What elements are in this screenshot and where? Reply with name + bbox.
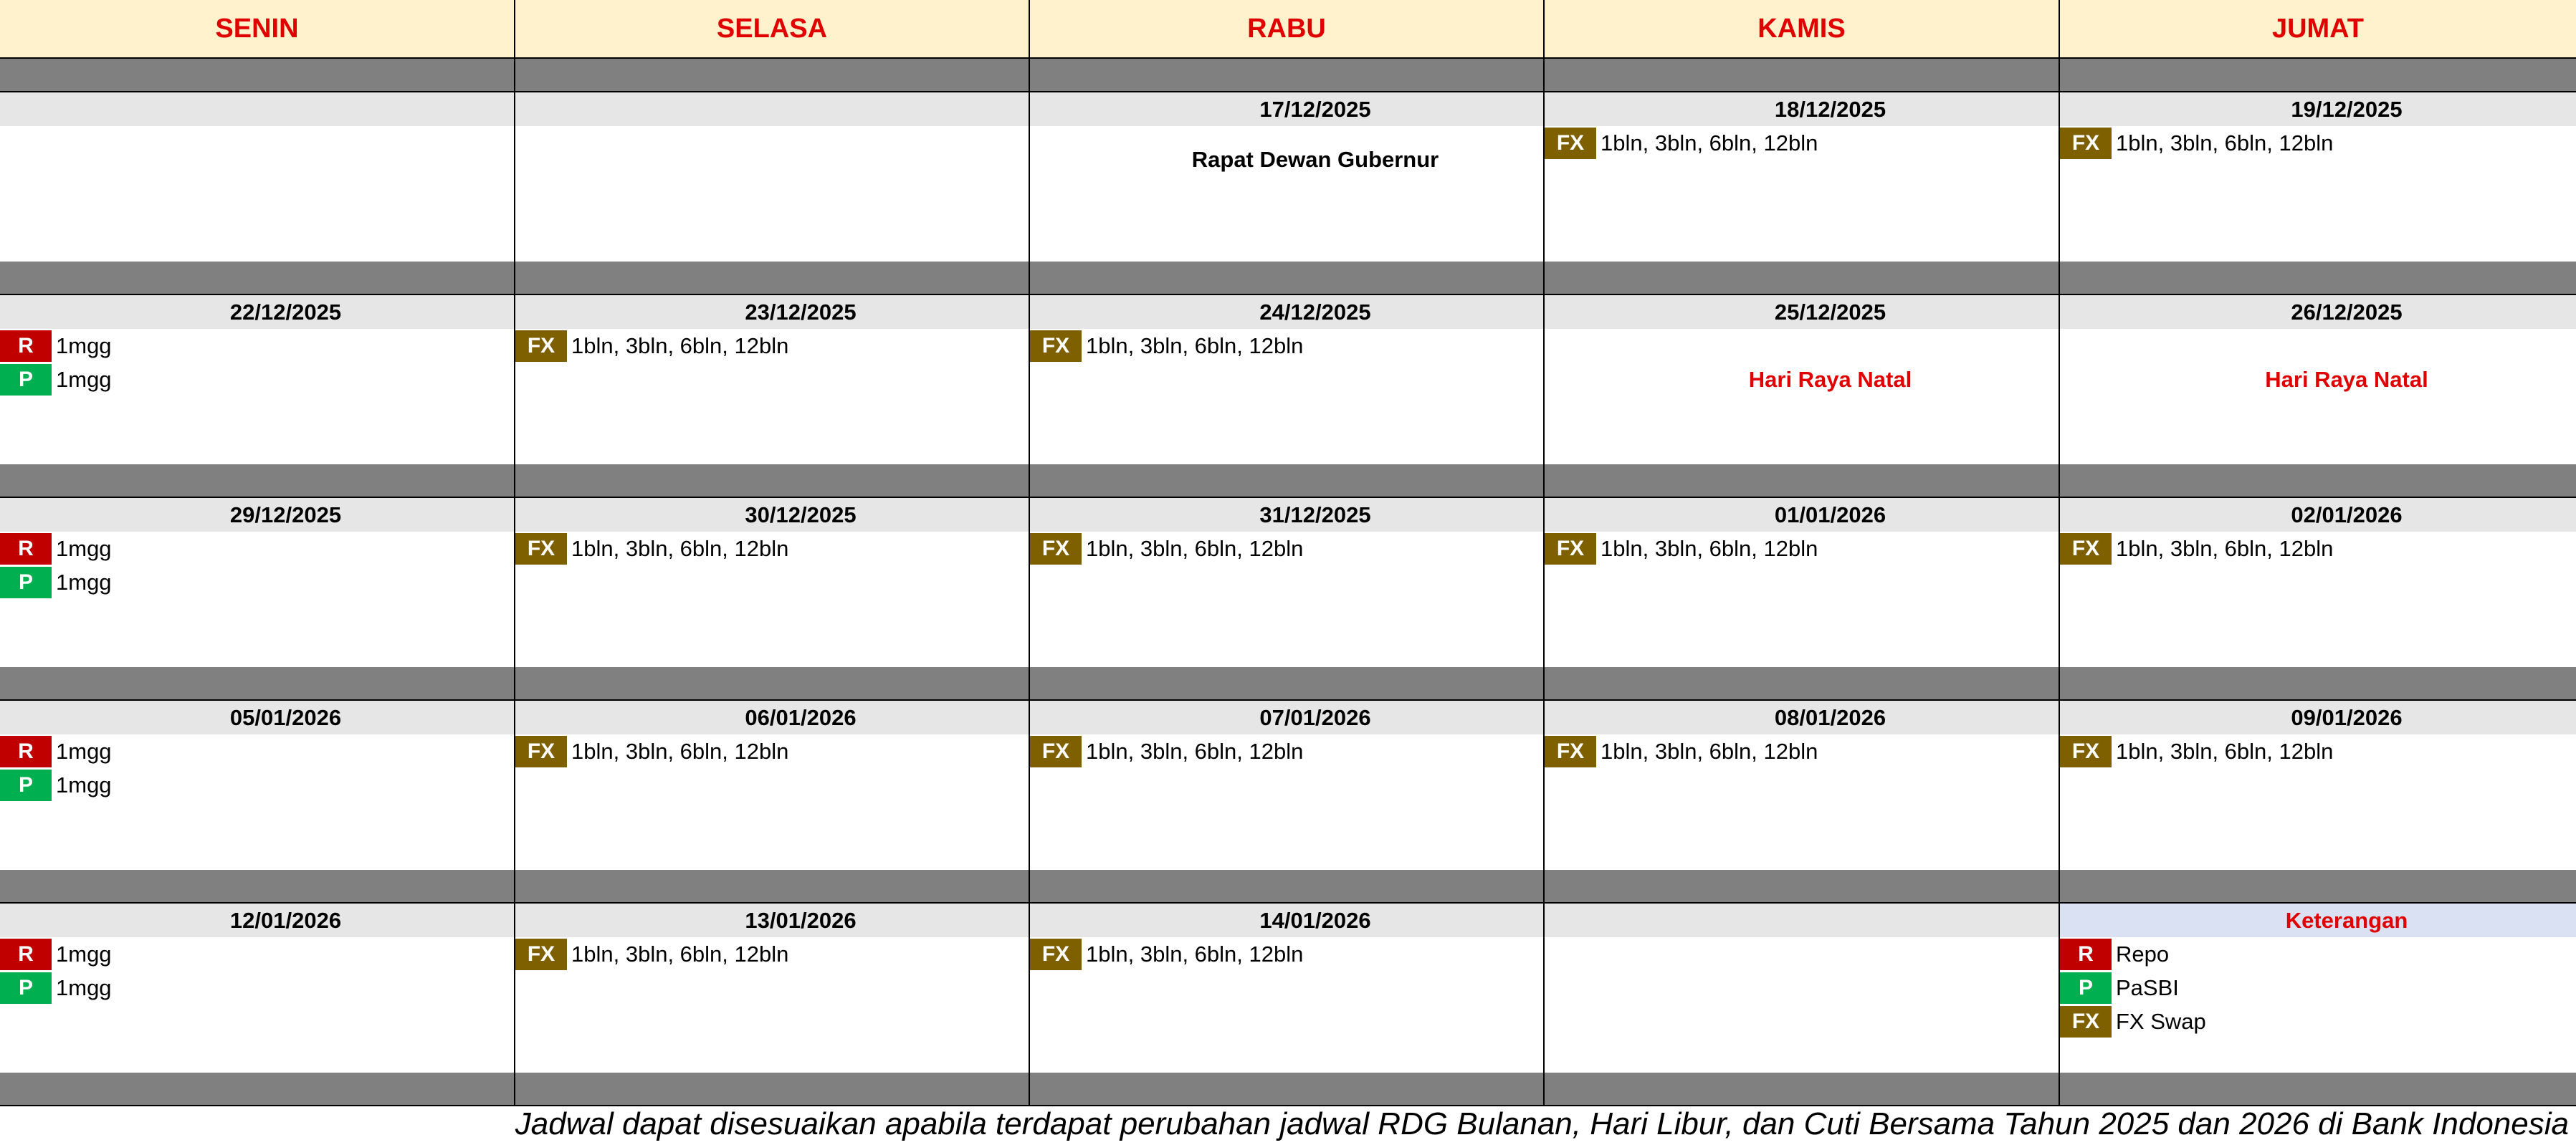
cell-event: Rapat Dewan Gubernur bbox=[1191, 147, 1439, 172]
schedule-item bbox=[2060, 532, 2576, 565]
day-cell bbox=[2060, 295, 2576, 464]
item-text: 1mgg bbox=[56, 569, 112, 595]
item-text: 1bln, 3bln, 6bln, 12bln bbox=[1601, 130, 1818, 155]
day-cell bbox=[0, 92, 515, 262]
schedule-item bbox=[1030, 734, 1543, 768]
fx-badge: FX bbox=[1030, 939, 1082, 970]
schedule-item bbox=[515, 734, 1029, 768]
week-separator bbox=[0, 59, 2576, 92]
cell-date: 09/01/2026 bbox=[2060, 701, 2576, 734]
p-badge: P bbox=[0, 972, 52, 1004]
cell-date: 05/01/2026 bbox=[0, 701, 514, 734]
item-text: 1bln, 3bln, 6bln, 12bln bbox=[571, 941, 789, 967]
r-badge: R bbox=[0, 533, 52, 565]
day-cell bbox=[1030, 701, 1545, 870]
item-text: 1bln, 3bln, 6bln, 12bln bbox=[2116, 738, 2334, 764]
cell-items bbox=[1545, 126, 2059, 160]
day-cell bbox=[1030, 498, 1545, 667]
cell-items bbox=[0, 329, 514, 396]
separator-cell bbox=[1545, 870, 2060, 904]
schedule-item bbox=[2060, 971, 2576, 1005]
cell-items bbox=[2060, 734, 2576, 768]
fx-badge: FX bbox=[515, 330, 567, 362]
fx-badge: FX bbox=[1545, 128, 1596, 159]
r-badge: R bbox=[0, 939, 52, 970]
cell-date: 14/01/2026 bbox=[1030, 904, 1543, 937]
separator-cell bbox=[515, 667, 1030, 701]
schedule-item bbox=[0, 329, 514, 363]
fx-badge: FX bbox=[515, 533, 567, 565]
week-separator bbox=[0, 262, 2576, 295]
weeks-container bbox=[0, 59, 2576, 1106]
cell-items bbox=[2060, 937, 2576, 1038]
cell-event: Hari Raya Natal bbox=[2265, 366, 2428, 392]
cell-date: 12/01/2026 bbox=[0, 904, 514, 937]
cell-event: Hari Raya Natal bbox=[1748, 366, 1912, 392]
fx-badge: FX bbox=[1030, 736, 1082, 767]
separator-cell bbox=[0, 464, 515, 498]
day-header-row bbox=[0, 0, 2576, 59]
separator-cell bbox=[515, 59, 1030, 92]
cell-items bbox=[515, 734, 1029, 768]
schedule-item bbox=[0, 363, 514, 396]
separator-cell bbox=[1030, 667, 1545, 701]
week-separator bbox=[0, 464, 2576, 498]
item-text: 1mgg bbox=[56, 366, 112, 392]
day-cell bbox=[515, 498, 1030, 667]
schedule-item bbox=[1030, 329, 1543, 363]
day-cell bbox=[1545, 92, 2060, 262]
week-separator bbox=[0, 667, 2576, 701]
item-text: 1bln, 3bln, 6bln, 12bln bbox=[1086, 941, 1304, 967]
cell-date: 02/01/2026 bbox=[2060, 498, 2576, 532]
schedule-item bbox=[2060, 126, 2576, 160]
schedule-item bbox=[2060, 734, 2576, 768]
day-cell bbox=[1030, 295, 1545, 464]
cell-date: 22/12/2025 bbox=[0, 295, 514, 329]
fx-badge: FX bbox=[2060, 533, 2112, 565]
separator-cell bbox=[515, 262, 1030, 295]
day-cell bbox=[515, 92, 1030, 262]
cell-items bbox=[1545, 532, 2059, 565]
schedule-item bbox=[0, 565, 514, 599]
day-cell bbox=[515, 904, 1030, 1073]
day-header-rabu: RABU bbox=[1030, 0, 1545, 59]
cell-items bbox=[515, 532, 1029, 565]
item-text: Repo bbox=[2116, 941, 2170, 967]
day-cell bbox=[515, 701, 1030, 870]
separator-cell bbox=[2060, 262, 2576, 295]
item-text: 1mgg bbox=[56, 974, 112, 1000]
cell-date: 26/12/2025 bbox=[2060, 295, 2576, 329]
cell-date: 17/12/2025 bbox=[1030, 92, 1543, 126]
week-row bbox=[0, 295, 2576, 464]
cell-date: 31/12/2025 bbox=[1030, 498, 1543, 532]
separator-cell bbox=[515, 870, 1030, 904]
item-text: 1bln, 3bln, 6bln, 12bln bbox=[1086, 535, 1304, 561]
day-cell bbox=[0, 498, 515, 667]
cell-items bbox=[2060, 126, 2576, 160]
cell-date: 30/12/2025 bbox=[515, 498, 1029, 532]
day-cell bbox=[1030, 92, 1545, 262]
fx-badge: FX bbox=[515, 939, 567, 970]
p-badge: P bbox=[0, 770, 52, 801]
item-text: FX Swap bbox=[2116, 1008, 2206, 1034]
separator-cell bbox=[1545, 464, 2060, 498]
schedule-item bbox=[2060, 1005, 2576, 1038]
day-cell bbox=[1545, 295, 2060, 464]
footer-note: Jadwal dapat disesuaikan apabila terdapat perubahan jadwal RDG Bulanan, Hari Libur, dan Cuti Bersama Tahun 2025 dan 2026 di Bank Indonesia bbox=[515, 1106, 2569, 1141]
schedule-item bbox=[0, 532, 514, 565]
day-header-selasa: SELASA bbox=[515, 0, 1030, 59]
item-text: 1bln, 3bln, 6bln, 12bln bbox=[1086, 332, 1304, 358]
schedule-item bbox=[1545, 126, 2059, 160]
separator-cell bbox=[0, 262, 515, 295]
day-cell bbox=[1030, 904, 1545, 1073]
p-badge: P bbox=[0, 364, 52, 396]
week-row bbox=[0, 498, 2576, 667]
separator-cell bbox=[1030, 870, 1545, 904]
schedule-item bbox=[0, 768, 514, 802]
cell-items bbox=[1030, 329, 1543, 363]
schedule-item bbox=[2060, 937, 2576, 971]
cell-date: 07/01/2026 bbox=[1030, 701, 1543, 734]
schedule-item bbox=[0, 937, 514, 971]
p-badge: P bbox=[0, 567, 52, 598]
separator-cell bbox=[1545, 667, 2060, 701]
fx-badge: FX bbox=[2060, 736, 2112, 767]
separator-cell bbox=[0, 59, 515, 92]
day-cell bbox=[2060, 498, 2576, 667]
r-badge: R bbox=[0, 736, 52, 767]
cell-items bbox=[515, 329, 1029, 363]
schedule-item bbox=[1545, 532, 2059, 565]
item-text: 1bln, 3bln, 6bln, 12bln bbox=[1601, 535, 1818, 561]
fx-badge: FX bbox=[2060, 128, 2112, 159]
schedule-item bbox=[1030, 937, 1543, 971]
schedule-item bbox=[1545, 734, 2059, 768]
separator-cell bbox=[1545, 59, 2060, 92]
r-badge: R bbox=[0, 330, 52, 362]
separator-cell bbox=[2060, 59, 2576, 92]
cell-date: 06/01/2026 bbox=[515, 701, 1029, 734]
cell-date: 29/12/2025 bbox=[0, 498, 514, 532]
item-text: PaSBI bbox=[2116, 974, 2179, 1000]
cell-items bbox=[1030, 937, 1543, 971]
item-text: 1bln, 3bln, 6bln, 12bln bbox=[1086, 738, 1304, 764]
cell-items bbox=[0, 734, 514, 802]
cell-items bbox=[515, 937, 1029, 971]
cell-date: 24/12/2025 bbox=[1030, 295, 1543, 329]
cell-date: 08/01/2026 bbox=[1545, 701, 2059, 734]
fx-badge: FX bbox=[1030, 533, 1082, 565]
cell-date: 01/01/2026 bbox=[1545, 498, 2059, 532]
schedule-item bbox=[0, 971, 514, 1005]
separator-cell bbox=[0, 667, 515, 701]
schedule-item bbox=[0, 734, 514, 768]
separator-cell bbox=[515, 1073, 1030, 1106]
separator-cell bbox=[1030, 464, 1545, 498]
fx-badge: FX bbox=[1545, 736, 1596, 767]
separator-cell bbox=[1545, 1073, 2060, 1106]
separator-cell bbox=[2060, 1073, 2576, 1106]
item-text: 1bln, 3bln, 6bln, 12bln bbox=[2116, 535, 2334, 561]
separator-cell bbox=[1545, 262, 2060, 295]
cell-items bbox=[1545, 734, 2059, 768]
cell-date bbox=[515, 92, 1029, 126]
item-text: 1bln, 3bln, 6bln, 12bln bbox=[571, 738, 789, 764]
cell-date: 23/12/2025 bbox=[515, 295, 1029, 329]
schedule-item bbox=[1030, 532, 1543, 565]
cell-date bbox=[0, 92, 514, 126]
separator-cell bbox=[1030, 262, 1545, 295]
separator-cell bbox=[0, 870, 515, 904]
day-cell bbox=[2060, 701, 2576, 870]
schedule-item bbox=[515, 532, 1029, 565]
item-text: 1mgg bbox=[56, 772, 112, 797]
week-row bbox=[0, 701, 2576, 870]
separator-cell bbox=[515, 464, 1030, 498]
item-text: 1bln, 3bln, 6bln, 12bln bbox=[2116, 130, 2334, 155]
day-header-senin: SENIN bbox=[0, 0, 515, 59]
day-cell bbox=[2060, 92, 2576, 262]
separator-cell bbox=[2060, 870, 2576, 904]
item-text: 1mgg bbox=[56, 535, 112, 561]
day-cell bbox=[0, 904, 515, 1073]
cell-date bbox=[1545, 904, 2059, 937]
week-separator bbox=[0, 870, 2576, 904]
p-badge: P bbox=[2060, 972, 2112, 1004]
fx-badge: FX bbox=[515, 736, 567, 767]
day-cell bbox=[1545, 701, 2060, 870]
item-text: 1bln, 3bln, 6bln, 12bln bbox=[1601, 738, 1818, 764]
day-cell bbox=[0, 701, 515, 870]
schedule-item bbox=[515, 937, 1029, 971]
cell-items bbox=[0, 532, 514, 599]
item-text: 1bln, 3bln, 6bln, 12bln bbox=[571, 332, 789, 358]
schedule-item bbox=[515, 329, 1029, 363]
separator-cell bbox=[1030, 59, 1545, 92]
cell-date: 18/12/2025 bbox=[1545, 92, 2059, 126]
separator-cell bbox=[0, 1073, 515, 1106]
item-text: 1mgg bbox=[56, 332, 112, 358]
cell-date: 13/01/2026 bbox=[515, 904, 1029, 937]
day-header-kamis: KAMIS bbox=[1545, 0, 2060, 59]
week-separator bbox=[0, 1073, 2576, 1106]
separator-cell bbox=[2060, 464, 2576, 498]
separator-cell bbox=[1030, 1073, 1545, 1106]
cell-items bbox=[0, 937, 514, 1005]
fx-badge: FX bbox=[1030, 330, 1082, 362]
day-header-jumat: JUMAT bbox=[2060, 0, 2576, 59]
day-cell bbox=[1545, 498, 2060, 667]
day-cell bbox=[515, 295, 1030, 464]
day-cell bbox=[1545, 904, 2060, 1073]
legend-title: Keterangan bbox=[2060, 904, 2576, 937]
item-text: 1mgg bbox=[56, 738, 112, 764]
fx-badge: FX bbox=[1545, 533, 1596, 565]
r-badge: R bbox=[2060, 939, 2112, 970]
cell-date: 19/12/2025 bbox=[2060, 92, 2576, 126]
cell-date: 25/12/2025 bbox=[1545, 295, 2059, 329]
item-text: 1bln, 3bln, 6bln, 12bln bbox=[571, 535, 789, 561]
separator-cell bbox=[2060, 667, 2576, 701]
cell-items bbox=[1030, 532, 1543, 565]
day-cell bbox=[0, 295, 515, 464]
week-row bbox=[0, 92, 2576, 262]
item-text: 1mgg bbox=[56, 941, 112, 967]
fx-badge: FX bbox=[2060, 1006, 2112, 1038]
week-row bbox=[0, 904, 2576, 1073]
cell-items bbox=[1030, 734, 1543, 768]
legend-cell bbox=[2060, 904, 2576, 1073]
cell-items bbox=[2060, 532, 2576, 565]
